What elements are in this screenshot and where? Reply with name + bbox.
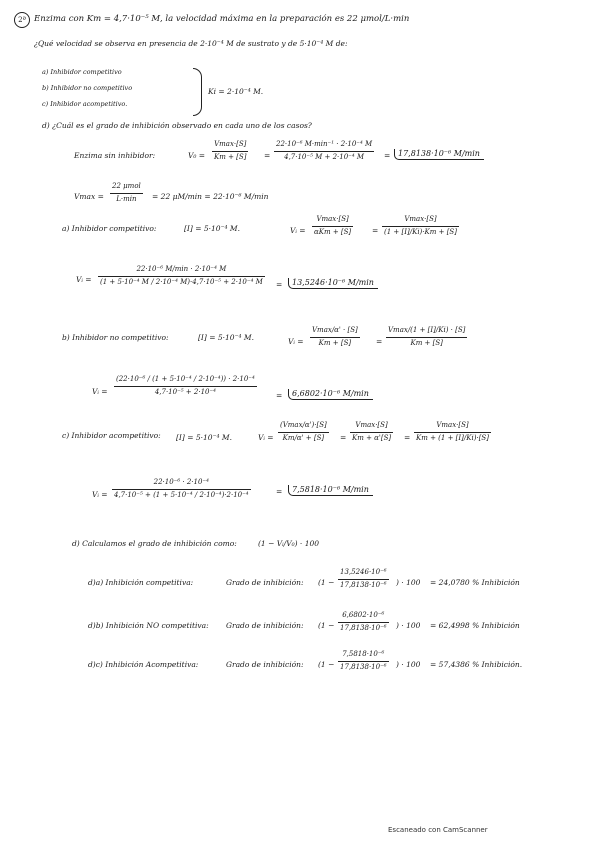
no-competitivo-f2-den: Km + [S] (410, 338, 443, 347)
no-competitivo-formula-2 (386, 327, 467, 347)
acompetitivo-f3-den: Km + (1 + [I]/Ki)·[S] (416, 433, 489, 442)
grado-row-result: = 24,0780 % Inhibición (430, 578, 520, 587)
fraction-bar (310, 337, 360, 338)
no-competitivo-substitution (114, 376, 257, 396)
acompetitivo-formula-3 (414, 422, 491, 442)
equals: = (276, 280, 283, 289)
fraction-bar (212, 151, 248, 152)
no-competitivo-f1-num: Vmax/α' · [S] (312, 326, 358, 334)
acompetitivo-f1-den: Km/α' + [S] (282, 433, 325, 442)
competitivo-sub-lhs: Vᵢ = (76, 275, 92, 284)
option-a: a) Inhibidor competitivo (42, 68, 122, 76)
v0-lhs: V₀ = (188, 151, 206, 160)
no-competitivo-f1-den: Km + [S] (318, 338, 352, 347)
acompetitivo-result: 7,5818·10⁻⁶ M/min (288, 485, 373, 496)
equals: = (276, 391, 283, 400)
grado-row-num: 7,5818·10⁻⁶ (342, 650, 385, 658)
acompetitivo-f2-den: Km + α'[S] (352, 433, 392, 442)
competitivo-result: 13,5246·10⁻⁶ M/min (288, 278, 378, 289)
v0-formula (212, 141, 248, 161)
v0-formula-num: Vmax·[S] (214, 140, 247, 148)
fraction-bar (112, 489, 251, 490)
grado-row-label: d)a) Inhibición competitiva: (88, 578, 194, 587)
acompetitivo-f2-num: Vmax·[S] (355, 421, 388, 429)
v0-formula-den: Km + [S] (214, 152, 247, 161)
equals: = (376, 337, 383, 346)
acompetitivo-f1-num: (Vmax/α')·[S] (280, 421, 327, 429)
grado-row-num: 13,5246·10⁻⁶ (340, 568, 387, 576)
no-competitivo-formula-1 (310, 327, 360, 347)
fraction-bar (274, 151, 374, 152)
grado-row-text: Grado de inhibición: (226, 621, 304, 630)
fraction-bar (338, 622, 389, 623)
ki-value: Ki = 2·10⁻⁴ M. (208, 87, 264, 96)
statement-line-2: ¿Qué velocidad se observa en presencia de 2·10⁻⁴ M de sustrato y de 5·10⁻⁴ M de: (34, 39, 348, 48)
no-competitivo-result: 6,6802·10⁻⁶ M/min (288, 389, 373, 400)
vmax-rest: = 22 μM/min = 22·10⁻⁶ M/min (152, 192, 269, 201)
competitivo-i-conc: [I] = 5·10⁻⁴ M. (184, 224, 240, 233)
no-competitivo-sub-num: (22·10⁻⁶ / (1 + 5·10⁻⁴ / 2·10⁻⁴)) · 2·10⁻⁴ (116, 375, 255, 383)
fraction-bar (114, 386, 257, 387)
vmax-frac-den: L·min (116, 194, 137, 203)
paren-open: (1 − (318, 660, 335, 669)
grado-row-den: 17,8138·10⁻⁶ (340, 662, 387, 671)
competitivo-substitution (98, 266, 265, 286)
v0-substitution (274, 141, 374, 161)
acompetitivo-i-conc: [I] = 5·10⁻⁴ M. (176, 433, 232, 442)
v0-sub-num: 22·10⁻⁶ M·min⁻¹ · 2·10⁻⁴ M (276, 140, 373, 148)
vmax-fraction (110, 183, 143, 203)
grado-row-num: 6,6802·10⁻⁶ (342, 611, 385, 619)
part-d-question: d) ¿Cuál es el grado de inhibición observado en cada uno de los casos? (42, 121, 312, 130)
no-competitivo-sub-lhs: Vᵢ = (92, 387, 108, 396)
competitivo-vi-lhs: Vᵢ = (290, 226, 306, 235)
no-competitivo-f2-num: Vmax/(1 + [I]/Ki) · [S] (388, 326, 466, 334)
grado-row-text: Grado de inhibición: (226, 660, 304, 669)
no-competitivo-vi-lhs: Vᵢ = (288, 337, 304, 346)
option-c: c) Inhibidor acompetitivo. (42, 100, 128, 108)
fraction-bar (338, 579, 389, 580)
acompetitivo-label: c) Inhibidor acompetitivo: (62, 431, 161, 440)
acompetitivo-substitution (112, 479, 251, 499)
competitivo-sub-num: 22·10⁻⁶ M/min · 2·10⁻⁴ M (136, 265, 227, 273)
competitivo-f1-den: αKm + [S] (314, 227, 352, 236)
fraction-bar (110, 193, 143, 194)
competitivo-formula-1 (312, 216, 353, 236)
equals: = (404, 433, 411, 442)
no-competitivo-i-conc: [I] = 5·10⁻⁴ M. (198, 333, 254, 342)
equals: = (372, 226, 379, 235)
paren-close: ) · 100 (396, 621, 421, 630)
no-competitivo-label: b) Inhibidor no competitivo: (62, 333, 169, 342)
no-competitivo-sub-den: 4,7·10⁻⁵ + 2·10⁻⁴ (154, 387, 216, 396)
grado-row-den: 17,8138·10⁻⁶ (340, 623, 387, 632)
statement-line-1: Enzima con Km = 4,7·10⁻⁵ M, la velocidad máxima en la preparación es 22 μmol/L·min (34, 14, 410, 24)
grado-intro: d) Calculamos el grado de inhibición como: (72, 539, 237, 548)
acompetitivo-vi-lhs: Vᵢ = (258, 433, 274, 442)
fraction-bar (278, 432, 329, 433)
competitivo-label: a) Inhibidor competitivo: (62, 224, 157, 233)
problem-number: 2ª (14, 12, 30, 28)
acompetitivo-sub-den: 4,7·10⁻⁵ + (1 + 5·10⁻⁴ / 2·10⁻⁴)·2·10⁻⁴ (114, 490, 249, 499)
fraction-bar (338, 661, 389, 662)
acompetitivo-formula-1 (278, 422, 329, 442)
acompetitivo-sub-num: 22·10⁻⁶ · 2·10⁻⁴ (153, 478, 209, 486)
grado-row-fraction (338, 651, 389, 671)
equals: = (264, 151, 271, 160)
fraction-bar (350, 432, 393, 433)
options-brace (193, 68, 202, 116)
acompetitivo-sub-lhs: Vᵢ = (92, 490, 108, 499)
fraction-bar (414, 432, 491, 433)
grado-row-text: Grado de inhibición: (226, 578, 304, 587)
competitivo-f2-den: (1 + [I]/Ki)·Km + [S] (384, 227, 457, 236)
acompetitivo-formula-2 (350, 422, 393, 442)
vmax-frac-num: 22 μmol (112, 182, 141, 190)
grado-row-den: 17,8138·10⁻⁶ (340, 580, 387, 589)
vmax-lhs: Vmax = (74, 192, 104, 201)
paren-open: (1 − (318, 621, 335, 630)
fraction-bar (98, 276, 265, 277)
grado-row-label: d)b) Inhibición NO competitiva: (88, 621, 209, 630)
grado-row-label: d)c) Inhibición Acompetitiva: (88, 660, 199, 669)
equals: = (276, 487, 283, 496)
paren-open: (1 − (318, 578, 335, 587)
competitivo-f2-num: Vmax·[S] (404, 215, 437, 223)
competitivo-f1-num: Vmax·[S] (316, 215, 349, 223)
scanner-watermark: Escaneado con CamScanner (388, 826, 488, 834)
paren-close: ) · 100 (396, 660, 421, 669)
acompetitivo-f3-num: Vmax·[S] (436, 421, 469, 429)
equals: = (340, 433, 347, 442)
v0-result: 17,8138·10⁻⁶ M/min (394, 149, 484, 160)
grado-row-result: = 62,4998 % Inhibición (430, 621, 520, 630)
fraction-bar (382, 226, 459, 227)
fraction-bar (312, 226, 353, 227)
paren-close: ) · 100 (396, 578, 421, 587)
grado-row-fraction (338, 569, 389, 589)
v0-sub-den: 4,7·10⁻⁵ M + 2·10⁻⁴ M (284, 152, 365, 161)
fraction-bar (386, 337, 467, 338)
sin-inhibidor-label: Enzima sin inhibidor: (74, 151, 156, 160)
grado-formula: (1 − Vᵢ/V₀) · 100 (258, 539, 320, 548)
grado-row-fraction (338, 612, 389, 632)
option-b: b) Inhibidor no competitivo (42, 84, 133, 92)
competitivo-sub-den: (1 + 5·10⁻⁴ M / 2·10⁻⁴ M)·4,7·10⁻⁵ + 2·10⁻⁴ M (100, 277, 263, 286)
equals: = (384, 151, 391, 160)
competitivo-formula-2 (382, 216, 459, 236)
grado-row-result: = 57,4386 % Inhibición. (430, 660, 523, 669)
